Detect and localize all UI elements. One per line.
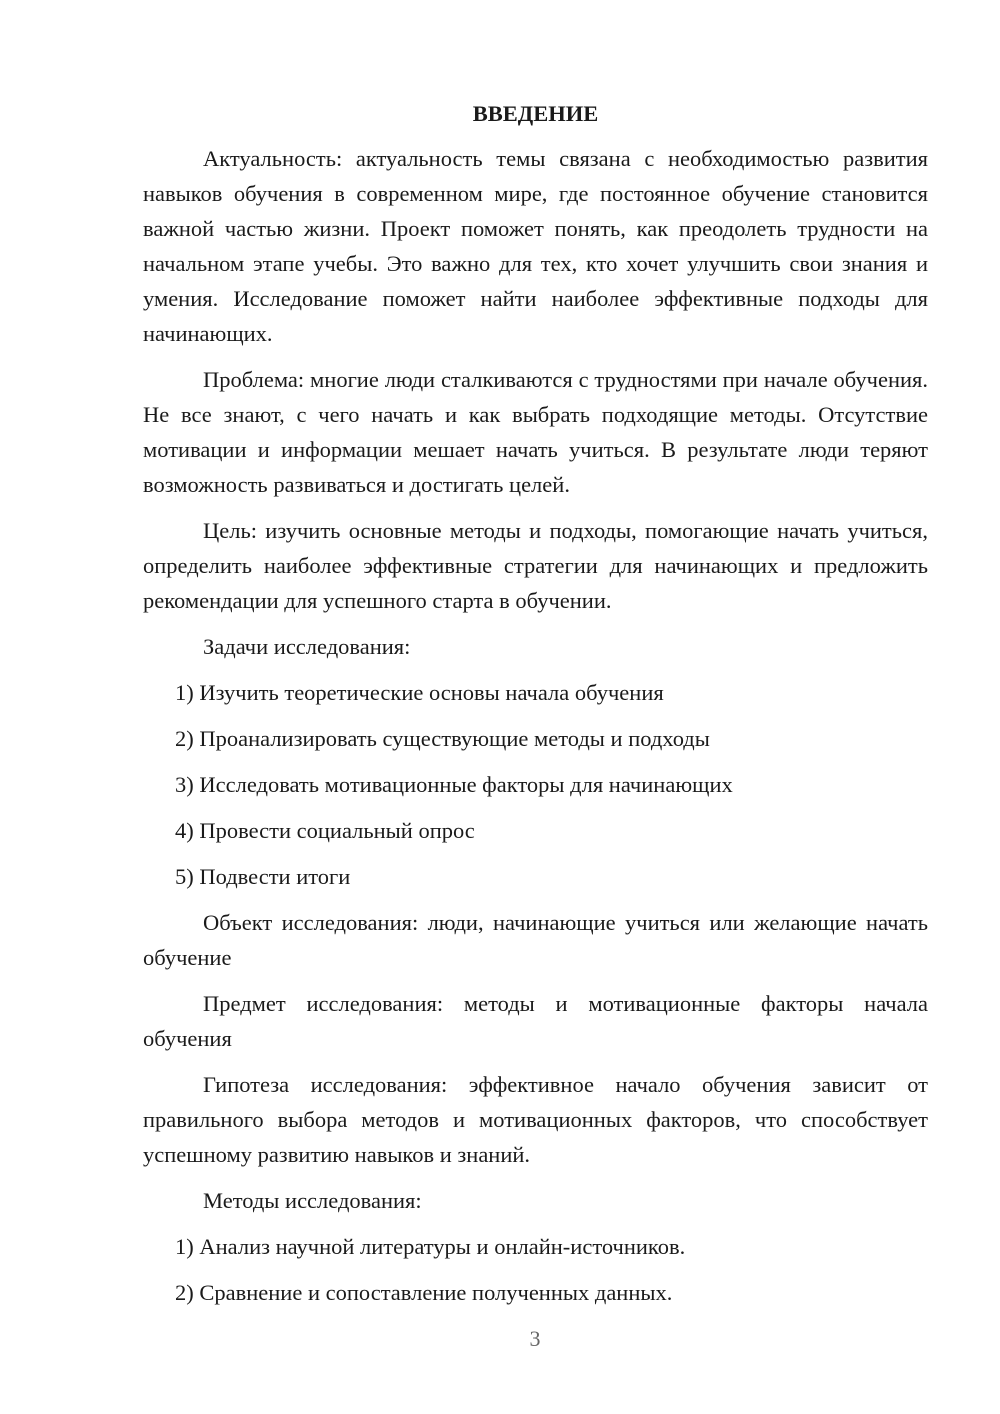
object-paragraph: Объект исследования: люди, начинающие учиться или желающие начать обучение: [143, 910, 928, 970]
problem-paragraph: Проблема: многие люди сталкиваются с трудностями при начале обучения. Не все знают, с чего начать и как выбрать подходящие методы. Отсутствие мотивации и информации мешает начать учиться. В результате люди теряют возможность развиваться и достигать целей.: [143, 367, 928, 497]
task-item-2: 2) Проанализировать существующие методы и подходы: [175, 726, 710, 751]
hypothesis-paragraph: Гипотеза исследования: эффективное начало обучения зависит от правильного выбора методов и мотивационных факторов, что способствует успешному развитию навыков и знаний.: [143, 1072, 928, 1167]
document-page: [143, 96, 928, 1321]
task-item-3: 3) Исследовать мотивационные факторы для начинающих: [175, 772, 733, 797]
task-item-4: 4) Провести социальный опрос: [175, 818, 475, 843]
method-item-2: 2) Сравнение и сопоставление полученных данных.: [175, 1280, 673, 1305]
page-number: 3: [529, 1326, 541, 1351]
subject-paragraph: Предмет исследования: методы и мотивационные факторы начала обучения: [143, 991, 928, 1051]
task-item-5: 5) Подвести итоги: [175, 864, 351, 889]
task-item-1: 1) Изучить теоретические основы начала обучения: [175, 680, 664, 705]
method-item-1: 1) Анализ научной литературы и онлайн-источников.: [175, 1234, 686, 1259]
tasks-heading: Задачи исследования:: [203, 634, 411, 659]
goal-paragraph: Цель: изучить основные методы и подходы, помогающие начать учиться, определить наиболее эффективные стратегии для начинающих и предложить рекомендации для успешного старта в обучении.: [143, 518, 928, 613]
relevance-paragraph: Актуальность: актуальность темы связана с необходимостью развития навыков обучения в современном мире, где постоянное обучение становится важной частью жизни. Проект поможет понять, как преодолеть трудности на начальном этапе учебы. Это важно для тех, кто хочет улучшить свои знания и умения. Исследование поможет найти наиболее эффективные подходы для начинающих.: [143, 146, 928, 346]
section-title: ВВЕДЕНИЕ: [472, 101, 599, 126]
methods-heading: Методы исследования:: [203, 1188, 422, 1213]
